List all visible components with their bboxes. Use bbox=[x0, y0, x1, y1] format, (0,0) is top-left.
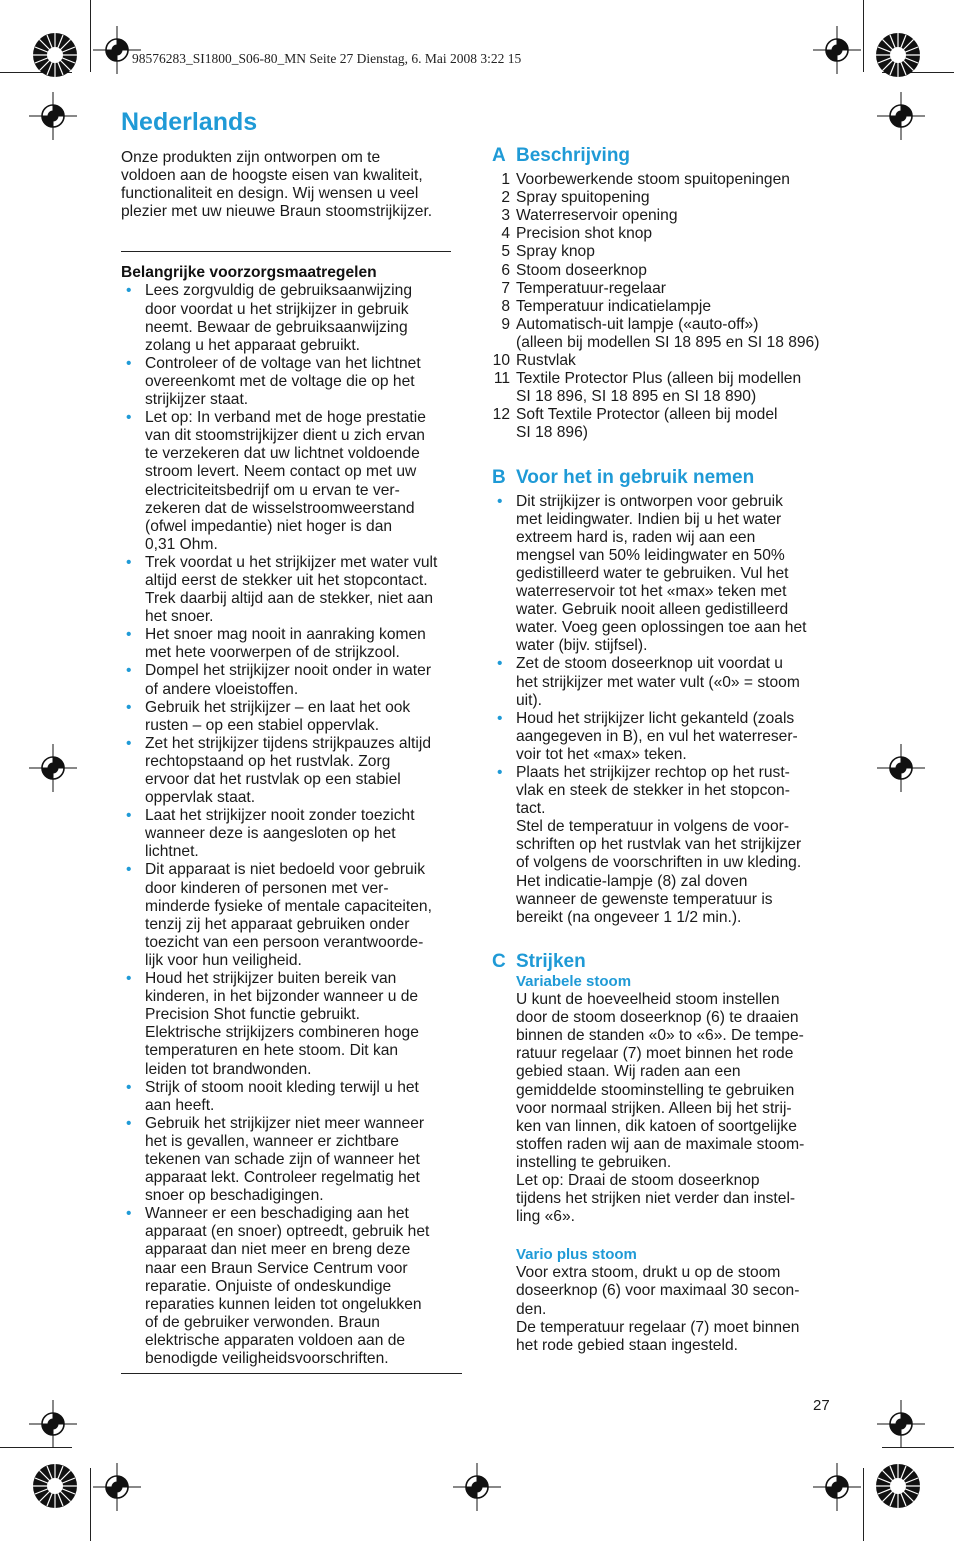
section-heading-a bbox=[492, 147, 842, 165]
list-item: 10 Rustvlak bbox=[492, 352, 576, 370]
list-item: • Controleer of de voltage van het lichtnet overeenkomt met de voltage die op het strijkijzer staat. bbox=[121, 355, 466, 409]
list-item: • Gebruik het strijkijzer niet meer wanneer het is gevallen, wanneer er zichtbare tekenen van schade zijn of wanneer het apparaat lekt. Controleer regelmatig het snoer op beschadigingen. bbox=[121, 1115, 466, 1205]
list-item: • Dompel het strijkijzer nooit onder in water of andere vloeistoffen. bbox=[121, 662, 466, 698]
section-heading-c bbox=[492, 950, 842, 972]
list-item: • Dit apparaat is niet bedoeld voor gebruik door kinderen of personen met ver- minderde fysieke of mentale capaciteiten, tenzij zij het apparaat gebruiken onder toezicht van een persoon verantwoorde- lijk voor hun veiligheid. bbox=[121, 861, 466, 970]
intro-paragraph: Onze produkten zijn ontworpen om te voldoen aan de hoogste eisen van kwaliteit, functionaliteit en design. Wij wensen u veel plezier met uw nieuwe Braun stoomstrijkijzer. bbox=[121, 149, 433, 221]
vario-plus-text: Voor extra stoom, drukt u op de stoom doseerknop (6) voor maximaal 30 secon- den. De temperatuur regelaar (7) moet binnen het rode gebied staan ingesteld. bbox=[516, 1264, 800, 1354]
list-item: • Let op: In verband met de hoge prestatie van dit stoomstrijkijzer dient u zich ervan te verzekeren dat uw lichtnet voldoende stroom levert. Neem contact op met uw electriciteitsbedrijf om u ervan te ver- zekeren dat de wisselstroomweerstand (ofwel impedantie) niet hoger is dan 0,31 Ohm. bbox=[121, 409, 466, 554]
list-item: • Laat het strijkijzer nooit zonder toezicht wanneer deze is aangesloten op het lichtnet. bbox=[121, 807, 466, 861]
list-item: 9 Automatisch-uit lampje («auto-off») (alleen bij modellen SI 18 895 en SI 18 896) bbox=[501, 315, 820, 351]
list-item: 5 Spray knop bbox=[501, 243, 595, 261]
list-item: • Plaats het strijkijzer rechtop op het rust- vlak en steek de stekker in het stopcon- tact. Stel de temperatuur in volgens de voor- schriften op het rustvlak van het strijkijzer of volgens de voorschriften in uw kleding. Het indicatie-lampje (8) zal doven wanneer de gewenste temperatuur is bereikt (na ongeveer 1 1/2 min.). bbox=[492, 764, 842, 927]
divider bbox=[121, 1373, 462, 1374]
section-letter: A bbox=[492, 145, 506, 166]
section-title: Beschrijving bbox=[516, 145, 631, 166]
section-title: Strijken bbox=[516, 950, 586, 972]
preparation-list bbox=[492, 493, 842, 927]
subheading-variable-steam: Variabele stoom bbox=[516, 972, 632, 990]
list-item: • Wanneer er een beschadiging aan het apparaat (en snoer) optreedt, gebruik het apparaat dan niet meer en breng deze naar een Braun Service Centrum voor reparatie. Onjuiste of ondeskundige reparaties kunnen leiden tot ongelukken of de gebruiker verwonden. Braun elektrische apparaten voldoen aan de benodigde veiligheidsvoorschriften. bbox=[121, 1205, 466, 1368]
list-item: • Dit strijkijzer is ontworpen voor gebruik met leidingwater. Indien bij u het water extreem hard is, raden wij aan een mengsel van 50% leidingwater en 50% gedistilleerd water te gebruiken. Vul het waterreservoir tot het «max» teken met water. Gebruik nooit alleen gedistilleerd water. Voeg geen oplossingen toe aan het water (bijv. stijfsel). bbox=[492, 493, 842, 656]
list-item: 1 Voorbewerkende stoom spuitopeningen bbox=[501, 171, 790, 189]
list-item: 6 Stoom doseerknop bbox=[501, 261, 647, 279]
list-item: 7 Temperatuur-regelaar bbox=[501, 279, 666, 297]
list-item: • Gebruik het strijkijzer – en laat het ook rusten – op een stabiel oppervlak. bbox=[121, 699, 466, 735]
print-slug: 98576283_SI1800_S06-80_MN Seite 27 Dienstag, 6. Mai 2008 3:22 15 bbox=[132, 51, 522, 66]
list-item: 12 Soft Textile Protector (alleen bij model SI 18 896) bbox=[492, 406, 778, 442]
list-item: • Trek voordat u het strijkijzer met water vult altijd eerst de stekker uit het stopcontact. Trek daarbij altijd aan de stekker, niet aan het snoer. bbox=[121, 554, 466, 626]
list-item: 2 Spray spuitopening bbox=[501, 189, 650, 207]
divider bbox=[121, 251, 451, 252]
list-item: • Het snoer mag nooit in aanraking komen met hete voorwerpen of de strijkzool. bbox=[121, 626, 466, 662]
variable-steam-text: U kunt de hoeveelheid stoom instellen door de stoom doseerknop (6) te draaien binnen de standen «0» to «6». De tempe- ratuur regelaar (7) moet binnen het rode gebied staan. Wij raden aan een gemiddelde stoominstelling te gebruiken voor normaal strijken. Alleen bij het strij- ken van linnen, dik katoen of soortgelijke stoffen raden wij aan de maximale stoom- instelling te gebruiken. Let op: Draai de stoom doseerknop tijdens het strijken niet verder dan instel- ling «6». bbox=[516, 991, 805, 1226]
list-item: • Zet het strijkijzer tijdens strijkpauzes altijd rechtopstaand op het rustvlak. Zorg ervoor dat het rustvlak op een stabiel oppervlak staat. bbox=[121, 735, 466, 807]
section-letter: B bbox=[492, 466, 506, 488]
list-item: • Strijk of stoom nooit kleding terwijl u het aan heeft. bbox=[121, 1079, 466, 1115]
section-letter: C bbox=[492, 950, 506, 972]
list-item: 4 Precision shot knop bbox=[501, 225, 653, 243]
page-number: 27 bbox=[813, 1397, 830, 1414]
section-title: Voor het in gebruik nemen bbox=[516, 466, 755, 488]
section-heading-b bbox=[492, 466, 842, 488]
safety-list bbox=[121, 282, 466, 1368]
subheading-vario-plus: Vario plus stoom bbox=[516, 1246, 637, 1264]
parts-list bbox=[492, 171, 842, 442]
list-item: • Lees zorgvuldig de gebruiksaanwijzing door voordat u het strijkijzer in gebruik neemt. Bewaar de gebruiksaanwijzing zolang u het apparaat gebruikt. bbox=[121, 282, 466, 354]
list-item: 11 Textile Protector Plus (alleen bij modellen SI 18 896, SI 18 895 en SI 18 890) bbox=[493, 370, 802, 406]
list-item: 3 Waterreservoir opening bbox=[501, 207, 678, 225]
list-item: • Houd het strijkijzer buiten bereik van kinderen, in het bijzonder wanneer u de Precision Shot functie gebruikt. Elektrische strijkijzers combineren hoge temperaturen en hete stoom. Dit kan leiden tot brandwonden. bbox=[121, 970, 466, 1079]
ironing-content bbox=[492, 973, 842, 1355]
page-title: Nederlands bbox=[121, 108, 258, 136]
right-column bbox=[492, 147, 842, 1355]
list-item: 8 Temperatuur indicatielampje bbox=[501, 297, 712, 315]
safety-heading: Belangrijke voorzorgsmaatregelen bbox=[121, 264, 377, 282]
list-item: • Zet de stoom doseerknop uit voordat u het strijkijzer met water vult («0» = stoom uit). bbox=[492, 655, 842, 709]
list-item: • Houd het strijkijzer licht gekanteld (zoals aangegeven in B), en vul het waterreser- voir tot het «max» teken. bbox=[492, 710, 842, 764]
left-column bbox=[121, 149, 466, 1374]
